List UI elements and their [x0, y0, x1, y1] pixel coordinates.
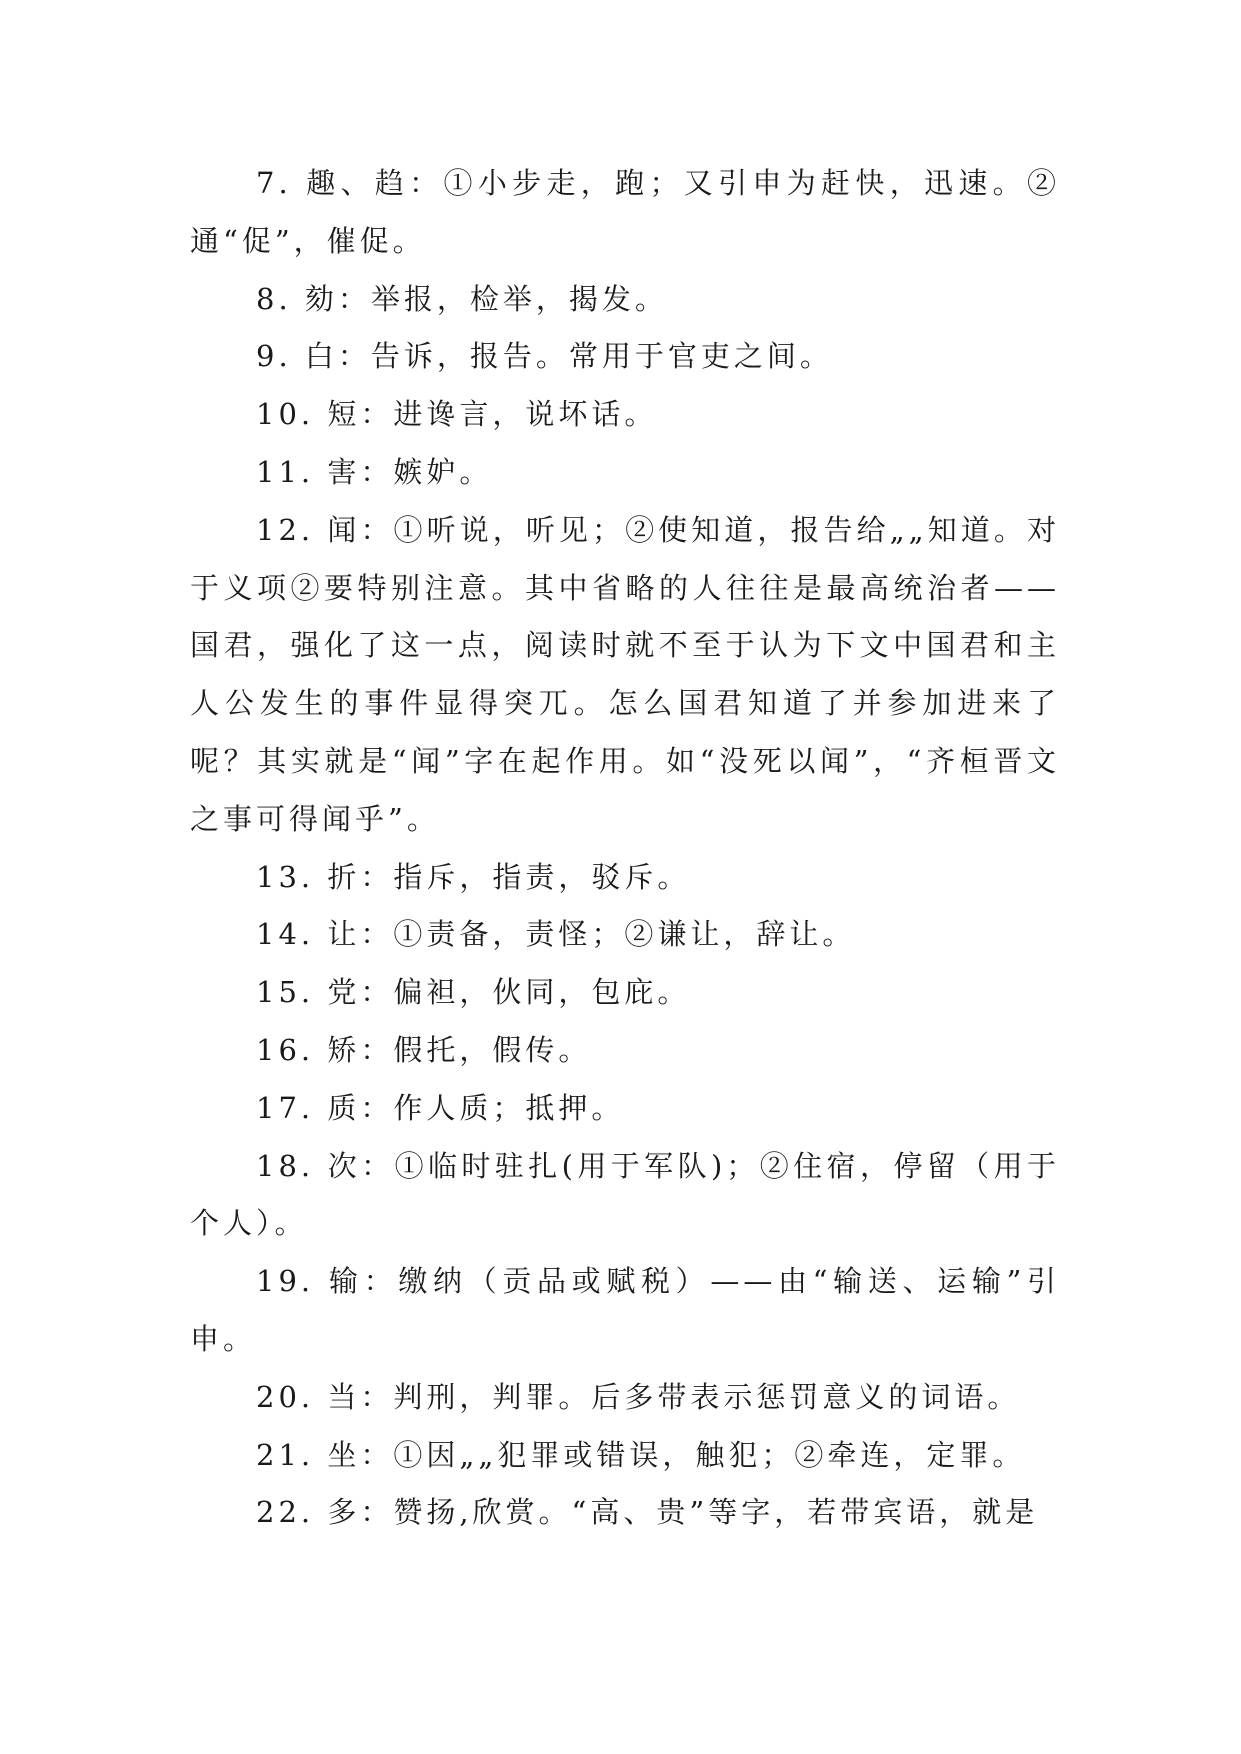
- paragraph-entry-14: 14. 让：①责备，责怪；②谦让，辞让。: [256, 917, 856, 952]
- paragraph-entry-21: 21. 坐：①因„„犯罪或错误，触犯；②牵连，定罪。: [256, 1437, 1026, 1472]
- paragraph-entry-7: 7. 趣、趋：①小步走，跑；又引申为赶快，迅速。②通“促”，催促。: [190, 166, 1060, 258]
- paragraph-entry-10: 10. 短：进谗言，说坏话。: [256, 397, 658, 432]
- paragraph-entry-9: 9. 白：告诉，报告。常用于官吏之间。: [256, 339, 833, 374]
- paragraph-entry-12: 12. 闻：①听说，听见；②使知道，报告给„„知道。对于义项②要特别注意。其中省略的人往往是最高统治者——国君，强化了这一点，阅读时就不至于认为下文中国君和主人公发生的事件显得突兀。怎么国君知道了并参加进来了呢？其实就是“闻”字在起作用。如“没死以闻”，“齐桓晋文之事可得闻乎”。: [190, 512, 1060, 836]
- paragraph-entry-18: 18. 次：①临时驻扎(用于军队)；②住宿，停留（用于个人）。: [190, 1148, 1060, 1241]
- paragraph-entry-17: 17. 质：作人质；抵押。: [256, 1090, 625, 1125]
- paragraph-entry-13: 13. 折：指斥，指责，驳斥。: [256, 859, 691, 894]
- paragraph-entry-19: 19. 输：缴纳（贡品或赋税）——由“输送、运输”引申。: [190, 1264, 1060, 1356]
- paragraph-entry-20: 20. 当：判刑，判罪。后多带表示惩罚意义的词语。: [256, 1379, 1021, 1414]
- paragraph-entry-15: 15. 党：偏袒，伙同，包庇。: [256, 975, 691, 1010]
- paragraph-entry-22: 22. 多：赞扬,欣赏。“高、贵”等字，若带宾语，就是: [256, 1495, 1039, 1530]
- paragraph-entry-11: 11. 害：嫉妒。: [256, 454, 493, 489]
- paragraph-entry-16: 16. 矫：假托，假传。: [256, 1032, 592, 1067]
- paragraph-entry-8: 8. 劾：举报，检举，揭发。: [256, 281, 668, 316]
- document-page: [190, 155, 1060, 1542]
